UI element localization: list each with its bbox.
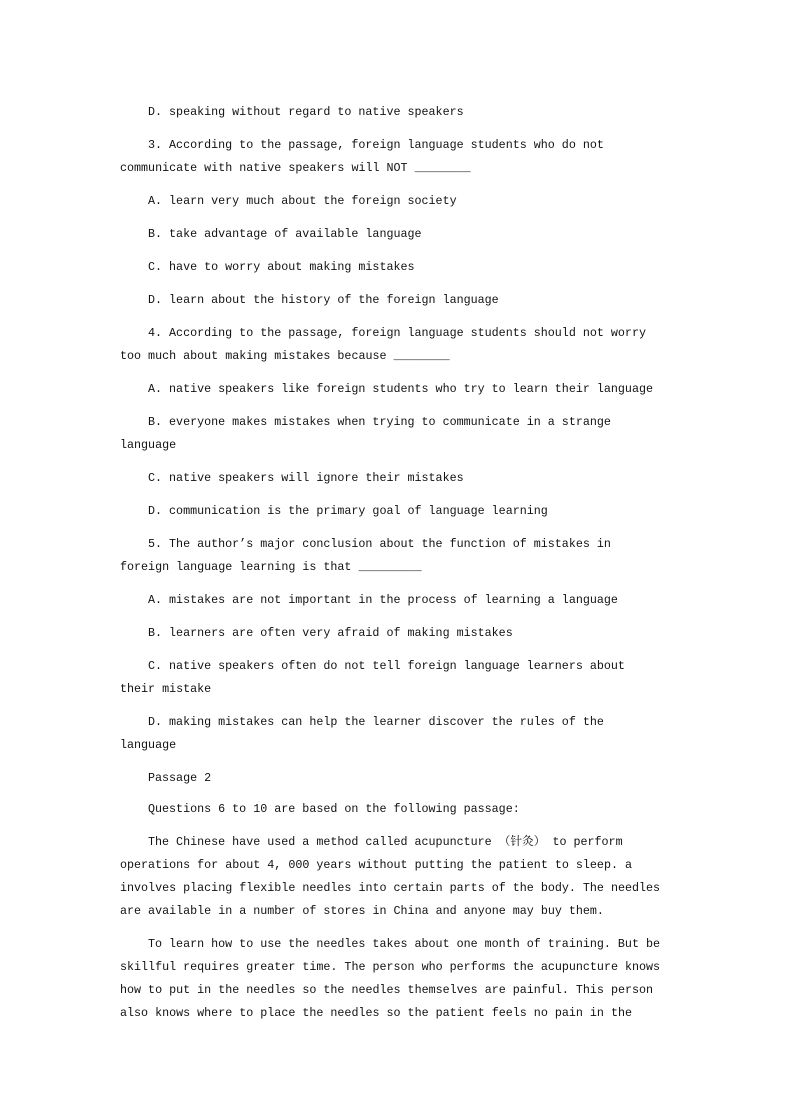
text-line: The Chinese have used a method called acupuncture （针灸） to perform: [148, 835, 623, 849]
paragraph: [120, 589, 680, 612]
text-line: A. learn very much about the foreign society: [148, 194, 457, 208]
paragraph: [120, 467, 680, 490]
paragraph: [120, 622, 680, 645]
text-line: too much about making mistakes because ________: [120, 349, 450, 363]
text-line: 5. The author’s major conclusion about the function of mistakes in: [148, 537, 611, 551]
paragraph: [120, 223, 680, 246]
paragraph: [120, 134, 680, 180]
paragraph: [120, 322, 680, 368]
paragraph: [120, 256, 680, 279]
text-line: 4. According to the passage, foreign language students should not worry: [148, 326, 646, 340]
text-line: foreign language learning is that _________: [120, 560, 422, 574]
text-line: communicate with native speakers will NOT ________: [120, 161, 471, 175]
paragraph: [120, 378, 680, 401]
text-line: involves placing flexible needles into certain parts of the body. The needles: [120, 881, 661, 895]
text-line: skillful requires greater time. The person who performs the acupuncture knows: [120, 960, 661, 974]
paragraph: [120, 933, 680, 1025]
text-line: D. speaking without regard to native speakers: [148, 105, 464, 119]
paragraph: [120, 798, 680, 821]
text-line: language: [120, 738, 177, 752]
text-line: operations for about 4, 000 years without putting the patient to sleep. a: [120, 858, 632, 872]
text-line: To learn how to use the needles takes about one month of training. But be: [148, 937, 660, 951]
text-line: D. learn about the history of the foreign language: [148, 293, 499, 307]
text-line: A. mistakes are not important in the process of learning a language: [148, 593, 618, 607]
paragraph: [120, 767, 680, 790]
text-line: also knows where to place the needles so the patient feels no pain in the: [120, 1006, 632, 1020]
text-line: Passage 2: [148, 771, 212, 785]
paragraph: [120, 831, 680, 923]
text-line: C. native speakers will ignore their mistakes: [148, 471, 464, 485]
document-page: [120, 101, 680, 1035]
paragraph: [120, 500, 680, 523]
text-line: how to put in the needles so the needles themselves are painful. This person: [120, 983, 654, 997]
text-line: their mistake: [120, 682, 212, 696]
text-line: language: [120, 438, 177, 452]
paragraph: [120, 411, 680, 457]
text-line: C. have to worry about making mistakes: [148, 260, 415, 274]
paragraph: [120, 711, 680, 757]
text-line: 3. According to the passage, foreign language students who do not: [148, 138, 604, 152]
text-line: D. making mistakes can help the learner discover the rules of the: [148, 715, 604, 729]
paragraph: [120, 190, 680, 213]
paragraph: [120, 655, 680, 701]
text-line: B. learners are often very afraid of making mistakes: [148, 626, 513, 640]
text-line: are available in a number of stores in China and anyone may buy them.: [120, 904, 604, 918]
text-line: Questions 6 to 10 are based on the following passage:: [148, 802, 520, 816]
paragraph: [120, 533, 680, 579]
paragraph: [120, 289, 680, 312]
text-line: C. native speakers often do not tell foreign language learners about: [148, 659, 625, 673]
text-line: B. take advantage of available language: [148, 227, 422, 241]
text-line: A. native speakers like foreign students who try to learn their language: [148, 382, 653, 396]
text-line: B. everyone makes mistakes when trying to communicate in a strange: [148, 415, 611, 429]
text-line: D. communication is the primary goal of language learning: [148, 504, 548, 518]
paragraph: [120, 101, 680, 124]
